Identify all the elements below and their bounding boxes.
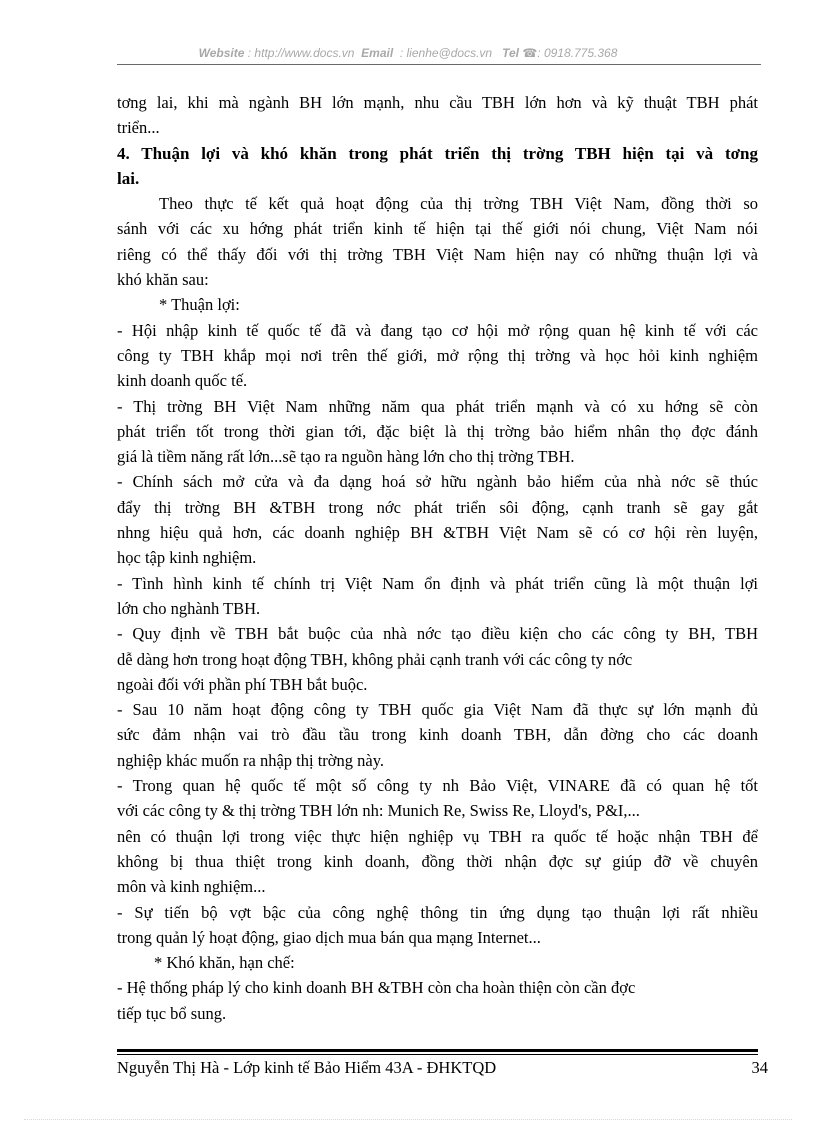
footer-author: Nguyễn Thị Hà - Lớp kinh tế Bảo Hiểm 43A - ĐHKTQD — [117, 1058, 497, 1077]
subheading-difficulties: * Khó khăn, hạn chế: — [154, 953, 295, 973]
page-number: 34 — [751, 1058, 768, 1077]
subheading-advantages: * Thuận lợi: — [159, 295, 240, 315]
list-item: dễ dàng hơn trong hoạt động TBH, không phải cạnh tranh với các công ty nớc — [117, 649, 633, 669]
list-item: ngoài đối với phần phí TBH bắt buộc. — [117, 674, 368, 694]
footer-divider-thick — [117, 1049, 758, 1052]
list-item: - Hệ thống pháp lý cho kinh doanh BH &TBH còn cha hoàn thiện còn cần đợc — [117, 978, 636, 998]
list-item: - Quy định về TBH bắt buộc của nhà nớc tạo điều kiện cho các công ty BH, TBH — [117, 624, 758, 644]
list-item: lớn cho nghành TBH. — [117, 598, 261, 618]
list-item: trong quản lý hoạt động, giao dịch mua bán qua mạng Internet... — [117, 927, 541, 947]
list-item: - Trong quan hệ quốc tế một số công ty nh Bảo Việt, VINARE đã có quan hệ tốt — [117, 776, 758, 796]
list-item: học tập kinh nghiệm. — [117, 548, 257, 568]
list-item: không bị thua thiệt trong kinh doanh, đồng thời nhận đợc sự giúp đỡ về chuyên — [117, 851, 758, 871]
page-header — [0, 46, 816, 60]
body-line-2: triển... — [117, 118, 160, 138]
document-body — [117, 90, 758, 1026]
list-item: với các công ty & thị trờng TBH lớn nh: Munich Re, Swiss Re, Lloyd's, P&I,... — [117, 801, 640, 821]
paragraph-line: khó khăn sau: — [117, 270, 209, 290]
list-item: giá là tiềm năng rất lớn...sẽ tạo ra nguồn hàng lớn cho thị trờng TBH. — [117, 447, 575, 467]
paragraph-line: sánh với các xu hớng phát triển kinh tế hiện tại thế giới nói chung, Việt Nam nói — [117, 219, 758, 239]
website-label: Website — [198, 46, 245, 60]
list-item: nên có thuận lợi trong việc thực hiện nghiệp vụ TBH ra quốc tế hoặc nhận TBH để — [117, 826, 758, 846]
list-item: - Chính sách mở cửa và đa dạng hoá sở hữu ngành bảo hiểm của nhà nớc sẽ thúc — [117, 472, 758, 492]
list-item: công ty TBH khắp mọi nơi trên thế giới, mở rộng thị trờng và học hỏi kinh nghiệm — [117, 345, 758, 365]
section-heading: 4. Thuận lợi và khó khăn trong phát triển thị trờng TBH hiện tại và tơng — [117, 143, 758, 163]
list-item: - Sự tiến bộ vợt bậc của công nghệ thông tin ứng dụng tạo thuận lợi rất nhiều — [117, 902, 758, 922]
list-item: nhng hiệu quả hơn, các doanh nghiệp BH &TBH Việt Nam sẽ có cơ hội rèn luyện, — [117, 523, 758, 543]
paragraph-intro: Theo thực tế kết quả hoạt động của thị trờng TBH Việt Nam, đồng thời so — [159, 194, 758, 214]
list-item: - Sau 10 năm hoạt động công ty TBH quốc gia Việt Nam đã thực sự lớn mạnh đủ — [117, 700, 758, 720]
footer-divider-thin — [117, 1054, 758, 1055]
list-item: kinh doanh quốc tế. — [117, 371, 248, 391]
list-item: - Hội nhập kinh tế quốc tế đã và đang tạo cơ hội mở rộng quan hệ kinh tế với các — [117, 320, 758, 340]
tel-label: Tel — [502, 46, 519, 60]
list-item: đẩy thị trờng BH &TBH trong nớc phát triển sôi động, cạnh tranh sẽ gay gắt — [117, 497, 758, 517]
header-divider — [117, 64, 761, 65]
body-line-1: tơng lai, khi mà ngành BH lớn mạnh, nhu cầu TBH lớn hơn và kỹ thuật TBH phát — [117, 93, 758, 112]
tel-value: ☎: 0918.775.368 — [522, 46, 618, 60]
list-item: - Thị trờng BH Việt Nam những năm qua phát triển mạnh và có xu hớng sẽ còn — [117, 396, 758, 416]
list-item: nghiệp khác muốn ra nhập thị trờng này. — [117, 750, 385, 770]
list-item: sức đảm nhận vai trò đầu tầu trong kinh doanh TBH, dẫn đờng cho các doanh — [117, 725, 758, 745]
list-item: môn và kinh nghiệm... — [117, 877, 266, 897]
paragraph-line: riêng có thể thấy đối với thị trờng TBH Việt Nam hiện nay có những thuận lợi và — [117, 244, 758, 264]
page-edge-divider — [24, 1119, 792, 1120]
list-item: - Tình hình kinh tế chính trị Việt Nam ổn định và phát triển cũng là một thuận lợi — [117, 573, 758, 593]
website-value[interactable]: : http://www.docs.vn — [247, 46, 355, 60]
list-item: tiếp tục bổ sung. — [117, 1003, 227, 1023]
list-item: phát triển tốt trong thời gian tới, đặc biệt là thị trờng bảo hiểm nhân thọ đợc đánh — [117, 421, 758, 441]
email-label: Email — [361, 46, 394, 60]
section-heading-cont: lai. — [117, 168, 140, 188]
email-value[interactable]: : lienhe@docs.vn — [399, 46, 493, 60]
